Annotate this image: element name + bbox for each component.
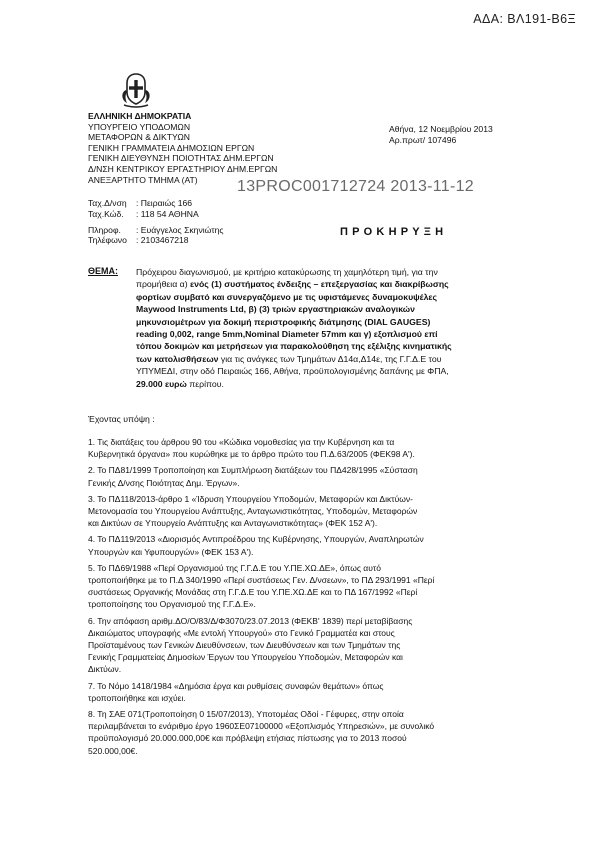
phone-row bbox=[88, 235, 224, 246]
list-item: 2. Το ΠΔ81/1999 Τροποποίηση και Συμπλήρωση διατάξεων του ΠΔ428/1995 «Σύσταση Γενικής Δ/νσης Ποιότητας Δημ. Έργων». bbox=[88, 465, 418, 488]
department-line: ΑΝΕΞΑΡΤΗΤΟ ΤΜΗΜΑ (ΑΤ) bbox=[88, 174, 198, 185]
considering-label: Έχοντας υπόψη : bbox=[88, 414, 155, 424]
list-item: 4. Το ΠΔ119/2013 «Διορισμός Αντιπροέδρου της Κυβέρνησης, Υπουργών, Αναπληρωτών Υπουργών και Υφυπουργών» (ΦΕΚ 153 Α'). bbox=[88, 534, 424, 557]
subject-line: ΥΠΥΜΕΔΙ, στην οδό Πειραιώς 166, Αθήνα, προϋπολογισμένης δαπάνης με ΦΠΑ, bbox=[136, 366, 449, 377]
postcode-row bbox=[88, 209, 224, 220]
postcode-label: Ταχ.Κώδ. bbox=[88, 208, 124, 219]
subject-line: των κατολισθήσεων για τις ανάγκες των Τμημάτων Δ14α,Δ14ε, της Γ.Γ.Δ.Ε του bbox=[136, 353, 442, 364]
subject-line: reading 0,002, range 5mm,Nominal Diameter 57mm και γ) εξοπλισμού επί bbox=[136, 329, 438, 340]
secretariat-line: ΓΕΝΙΚΗ ΓΡΑΜΜΑΤΕΙΑ ΔΗΜΟΣΙΩΝ ΕΡΓΩΝ bbox=[88, 142, 255, 153]
list-item: 8. Τη ΣΑΕ 071(Τροποποίηση 0 15/07/2013), Υποτομέας Οδοί - Γέφυρες, στην οποία περιλαμβάνεται το ενάριθμο έργο 1960ΣΕ07100000 «Εξοπλισμός Υπηρεσιών», με συνολικό προϋπολογισμό 20.000.000,00€ και πρόβλεψη ετήσιας πίστωσης για το 2013 ποσού 520.000,00€. bbox=[88, 709, 435, 756]
subject-line: Maywood Instruments Ltd, β) (3) τριών εργαστηριακών αναλογικών bbox=[136, 304, 415, 315]
list-item: 6. Την απόφαση αριθμ.ΔΟ/Ο/83/Δ/Φ3070/23.07.2013 (ΦΕΚΒ' 1839) περί μεταβίβασης Δικαιώματος υπογραφής «Με εντολή Υπουργού» στο Γενικό Γραμματέα και στους Προϊσταμένους των Γενικών Διευθύνσεων, των Διευθύνσεων και των Τμημάτων της Γενικής Γραμματείας Δημοσίων Έργων του Υπουργείου Υποδομών, Μεταφορών και Δικτύων. bbox=[88, 615, 413, 675]
date-protocol-block bbox=[389, 124, 493, 146]
postcode-value: : 118 54 ΑΘΗΝΑ bbox=[136, 208, 199, 219]
subject-label: ΘΕΜΑ: bbox=[88, 266, 118, 276]
list-item: 7. Το Νόμο 1418/1984 «Δημόσια έργα και ρυθμίσεις συναφών θεμάτων» όπως τροποποιήθηκε και ισχύει. bbox=[88, 680, 384, 703]
ministry-line: ΥΠΟΥΡΓΕΙΟ ΥΠΟΔΟΜΩΝ bbox=[88, 121, 191, 132]
ministry-line: ΜΕΤΑΦΟΡΩΝ & ΔΙΚΤΥΩΝ bbox=[88, 132, 190, 143]
subject-line: 29.000 ευρώ περίπου. bbox=[136, 378, 224, 389]
address-value: : Πειραιώς 166 bbox=[136, 198, 193, 208]
subject-line: φορτίων συμβατό και συνεργαζόμενο με τις υφιστάμενες δυναμοκυψέλες bbox=[136, 291, 438, 302]
directorate-line: Δ/ΝΣΗ ΚΕΝΤΡΙΚΟΥ ΕΡΓΑΣΤΗΡΙΟΥ ΔΗΜ.ΕΡΓΩΝ bbox=[88, 163, 278, 174]
subject-line: προμήθεια α) ενός (1) συστήματος ένδειξης – επεξεργασίας και διακρίβωσης bbox=[136, 279, 449, 290]
document-date: Αθήνα, 12 Νοεμβρίου 2013 bbox=[389, 124, 493, 134]
registry-stamp: 13PROC001712724 2013-11-12 bbox=[237, 178, 475, 195]
ada-code: ΑΔΑ: ΒΛ191-Β6Ξ bbox=[473, 12, 576, 26]
subject-line: μηκυνσιομέτρων για δοκιμή περιστροφικής διάτμησης (DIAL GAUGES) bbox=[136, 316, 431, 327]
contact-block bbox=[88, 198, 224, 246]
list-item: 3. Το ΠΔ118/2013-άρθρο 1 «Ίδρυση Υπουργείου Υποδομών, Μεταφορών και Δικτύων- Μετονομασία του Υπουργείου Ανάπτυξης, Ανταγωνιστικότητας, Υποδομών, Μεταφορών και Δικτύων σε Υπουργείο Ανάπτυξης και Ανταγωνιστικότητας» (ΦΕΚ 152 Α'). bbox=[88, 493, 418, 529]
phone-value: : 2103467218 bbox=[136, 235, 189, 246]
country-name: ΕΛΛΗΝΙΚΗ ΔΗΜΟΚΡΑΤΙΑ bbox=[88, 111, 192, 121]
subject-line: Πρόχειρου διαγωνισμού, με κριτήριο κατακύρωσης τη χαμηλότερη τιμή, για την bbox=[136, 267, 438, 277]
document-title: ΠΡΟΚΗΡΥΞΗ bbox=[340, 226, 448, 238]
info-row bbox=[88, 225, 224, 236]
greek-coat-of-arms-icon bbox=[118, 70, 154, 108]
address-label: Ταχ.Δ/νση bbox=[88, 198, 127, 208]
protocol-number: Αρ.πρωτ/ 107496 bbox=[389, 135, 457, 145]
list-item: 5. Το ΠΔ69/1988 «Περί Οργανισμού της Γ.Γ.Δ.Ε του Υ.ΠΕ.ΧΩ.ΔΕ», όπως αυτό τροποποιήθηκε με το Π.Δ 340/1990 «Περί συστάσεως Γεν. Δ/νσεων», το ΠΔ 293/1991 «Περί συστάσεως Οργανικής Μονάδας στη Γ.Γ.Δ.Ε του Υ.ΠΕ.ΧΩ.ΔΕ και το ΠΔ 167/1992 «Περί τροποποίησης του Οργανισμού της Γ.Γ.Δ.Ε». bbox=[88, 562, 435, 610]
address-row bbox=[88, 198, 224, 209]
list-item: 1. Τις διατάξεις του άρθρου 90 του «Κώδικα νομοθεσίας για την Κυβέρνηση και τα Κυβερνητικά όργανα» που κυρώθηκε με το άρθρο πρώτο του Π.Δ.63/2005 (ΦΕΚ98 Α'). bbox=[88, 437, 415, 460]
subject-text bbox=[136, 266, 506, 390]
considerations-list bbox=[88, 436, 508, 761]
ministry-header bbox=[88, 111, 318, 185]
directorate-line: ΓΕΝΙΚΗ ΔΙΕΥΘΥΝΣΗ ΠΟΙΟΤΗΤΑΣ ΔΗΜ.ΕΡΓΩΝ bbox=[88, 153, 274, 164]
info-label: Πληροφ. bbox=[88, 224, 121, 235]
phone-label: Τηλέφωνο bbox=[88, 235, 127, 246]
subject-line: τόπου δοκιμών και μετρήσεων για παρακολούθηση της εξέλιξης κινηματικής bbox=[136, 341, 452, 352]
info-value: : Ευάγγελος Σκηνιώτης bbox=[136, 224, 224, 235]
